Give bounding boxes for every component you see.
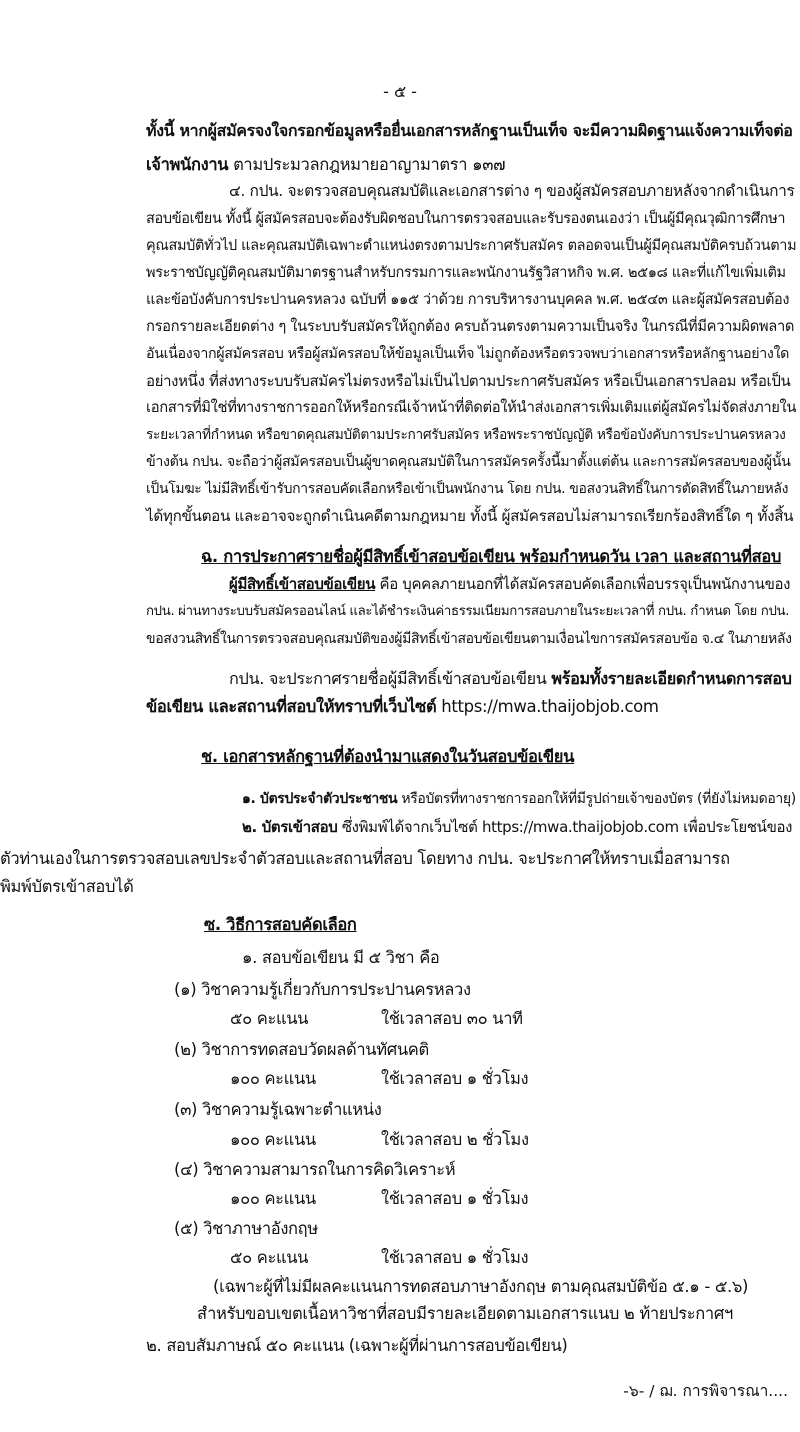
- subject-score: ๕๐ คะแนน: [230, 1009, 309, 1028]
- subject-time: ใช้เวลาสอบ ๓๐ นาที: [381, 1009, 523, 1028]
- section-f-line-2: กปน. ผ่านทางระบบรับสมัครออนไลน์ และได้ชำระเงินค่าธรรมเนียมการสอบภายในระยะเวลาที่ กปน. กำหนด โดย กปน.: [146, 604, 790, 619]
- para4-line: เป็นโมฆะ ไม่มีสิทธิ์เข้ารับการสอบคัดเลือกหรือเข้าเป็นพนักงาน โดย กปน. ขอสงวนสิทธิ์ในการตัดสิทธิ์ในภายหลัง: [146, 481, 789, 497]
- para4-line: สอบข้อเขียน ทั้งนี้ ผู้สมัครสอบจะต้องรับผิดชอบในการตรวจสอบและรับรองตนเองว่า เป็นผู้มีคุณวุฒิการศึกษา: [146, 211, 786, 227]
- subject-name: (๔) วิชาความสามารถในการคิดวิเคราะห์: [174, 1160, 456, 1179]
- para4-line: และข้อบังคับการประปานครหลวง ฉบับที่ ๑๑๕ ว่าด้วย การบริหารงานบุคคล พ.ศ. ๒๕๔๓ และผู้สมัครสอบต้อง: [146, 292, 790, 308]
- section-f-line-4: [229, 668, 792, 690]
- subject-name: (๕) วิชาภาษาอังกฤษ: [174, 1219, 318, 1238]
- para4-line: อย่างหนึ่ง ที่ส่งทางระบบรับสมัครไม่ตรงหรือไม่เป็นไปตามประกาศรับสมัคร หรือเป็นเอกสารปลอม หรือเป็น: [146, 372, 791, 390]
- section-ch-item-2-line-2: ตัวท่านเองในการตรวจสอบเลขประจำตัวสอบและสถานที่สอบ โดยทาง กปน. จะประกาศให้ทราบเมื่อสามารถ: [0, 849, 730, 868]
- page-number: - ๕ -: [383, 82, 417, 101]
- item-1-rest: หรือบัตรที่ทางราชการออกให้ที่มีรูปถ่ายเจ้าของบัตร (ที่ยังไม่หมดอายุ): [397, 791, 796, 807]
- subject-name: (๓) วิชาความรู้เฉพาะตำแหน่ง: [174, 1100, 382, 1119]
- intro-line-1: ทั้งนี้ หากผู้สมัครจงใจกรอกข้อมูลหรือยื่นเอกสารหลักฐานเป็นเท็จ จะมีความผิดฐานแจ้งความเท็จต่อ: [146, 121, 793, 140]
- section-f-url[interactable]: https://mwa.thaijobjob.com: [436, 697, 659, 716]
- section-f-line-5: [146, 696, 659, 718]
- scope-note: สำหรับขอบเขตเนื้อหาวิชาที่สอบมีรายละเอียดตามเอกสารแนบ ๒ ท้ายประกาศฯ: [197, 1304, 733, 1323]
- para4-line: ได้ทุกขั้นตอน และอาจจะถูกดำเนินคดีตามกฎหมาย ทั้งนี้ ผู้สมัครสอบไม่สามารถเรียกร้องสิทธิ์ใด ๆ ทั้งสิ้น: [146, 507, 794, 525]
- section-f-line-5a: ข้อเขียน และสถานที่สอบให้ทราบที่เว็บไซต์: [146, 697, 437, 716]
- item-2-label: ๒. บัตรเข้าสอบ: [242, 818, 338, 836]
- section-ch-item-2: [242, 816, 792, 838]
- intro-line-2-rest: ตามประมวลกฎหมายอาญามาตรา ๑๓๗: [228, 155, 506, 174]
- section-ch-heading: ช. เอกสารหลักฐานที่ต้องนำมาแสดงในวันสอบข้อเขียน: [201, 747, 575, 766]
- intro-line-2-bold: เจ้าพนักงาน: [146, 155, 229, 174]
- subject-score: ๕๐ คะแนน: [230, 1248, 309, 1267]
- written-exam-intro: ๑. สอบข้อเขียน มี ๕ วิชา คือ: [242, 948, 440, 967]
- para4-line: คุณสมบัติทั่วไป และคุณสมบัติเฉพาะตำแหน่งตรงตามประกาศรับสมัคร ตลอดจนเป็นผู้มีคุณสมบัติครบถ้วนตาม: [146, 238, 797, 254]
- subject-score: ๑๐๐ คะแนน: [230, 1130, 316, 1149]
- para4-line: อันเนื่องจากผู้สมัครสอบ หรือผู้สมัครสอบให้ข้อมูลเป็นเท็จ ไม่ถูกต้องหรือตรวจพบว่าเอกสารหรือหลักฐานอย่างใด: [146, 346, 789, 362]
- subject-time: ใช้เวลาสอบ ๑ ชั่วโมง: [381, 1189, 529, 1208]
- para4-line: ข้างต้น กปน. จะถือว่าผู้สมัครสอบเป็นผู้ขาดคุณสมบัติในการสมัครครั้งนี้มาตั้งแต่ต้น และการสมัครสอบของผู้นั้น: [146, 454, 791, 470]
- section-f-line-4b: พร้อมทั้งรายละเอียดกำหนดการสอบ: [551, 669, 792, 688]
- subject-time: ใช้เวลาสอบ ๑ ชั่วโมง: [381, 1248, 529, 1267]
- para4-line: ๔. กปน. จะตรวจสอบคุณสมบัติและเอกสารต่าง ๆ ของผู้สมัครสอบภายหลังจากดำเนินการ: [229, 182, 795, 200]
- subject-score: ๑๐๐ คะแนน: [230, 1069, 316, 1088]
- next-page-reference: -๖- / ฌ. การพิจารณา....: [623, 1382, 788, 1400]
- para4-line: พระราชบัญญัติคุณสมบัติมาตรฐานสำหรับกรรมการและพนักงานรัฐวิสาหกิจ พ.ศ. ๒๕๑๘ และที่แก้ไขเพิ่มเติม: [146, 265, 786, 281]
- section-f-line-1-rest: คือ บุคคลภายนอกที่ได้สมัครสอบคัดเลือกเพื่อบรรจุเป็นพนักงานของ: [375, 575, 791, 593]
- item-1-label: ๑. บัตรประจำตัวประชาชน: [242, 791, 398, 807]
- section-sh-heading: ซ. วิธีการสอบคัดเลือก: [204, 915, 357, 934]
- para4-line: เอกสารที่มิใช่ที่ทางราชการออกให้หรือกรณีเจ้าหน้าที่ติดต่อให้นำส่งเอกสารเพิ่มเติมแต่ผู้สมัครไม่จัดส่งภายใน: [146, 399, 797, 416]
- section-ch-item-1: [242, 788, 796, 810]
- section-f-line-1: [229, 573, 790, 595]
- english-note: (เฉพาะผู้ที่ไม่มีผลคะแนนการทดสอบภาษาอังกฤษ ตามคุณสมบัติข้อ ๕.๑ - ๕.๖): [213, 1277, 749, 1296]
- section-ch-item-2-line-3: พิมพ์บัตรเข้าสอบได้: [0, 877, 134, 896]
- eligible-term: ผู้มีสิทธิ์เข้าสอบข้อเขียน: [229, 575, 376, 593]
- para4-line: ระยะเวลาที่กำหนด หรือขาดคุณสมบัติตามประกาศรับสมัคร หรือพระราชบัญญัติ หรือข้อบังคับการประปานครหลวง: [146, 427, 786, 443]
- subject-score: ๑๐๐ คะแนน: [230, 1189, 316, 1208]
- para4-line: กรอกรายละเอียดต่าง ๆ ในระบบรับสมัครให้ถูกต้อง ครบถ้วนตรงตามความเป็นจริง ในกรณีที่มีความผิดพลาด: [146, 318, 795, 335]
- section-f-line-4a: กปน. จะประกาศรายชื่อผู้มีสิทธิ์เข้าสอบข้อเขียน: [229, 669, 552, 688]
- subject-time: ใช้เวลาสอบ ๒ ชั่วโมง: [381, 1130, 529, 1149]
- interview-item: ๒. สอบสัมภาษณ์ ๕๐ คะแนน (เฉพาะผู้ที่ผ่านการสอบข้อเขียน): [146, 1336, 568, 1355]
- subject-time: ใช้เวลาสอบ ๑ ชั่วโมง: [381, 1069, 529, 1088]
- subject-name: (๒) วิชาการทดสอบวัดผลด้านทัศนคติ: [174, 1040, 429, 1059]
- section-f-line-3: ขอสงวนสิทธิ์ในการตรวจสอบคุณสมบัติของผู้มีสิทธิ์เข้าสอบข้อเขียนตามเงื่อนไขการสมัครสอบข้อ จ.๔ ในภายหลัง: [146, 631, 792, 647]
- intro-line-2: [146, 154, 505, 176]
- section-f-heading: ฉ. การประกาศรายชื่อผู้มีสิทธิ์เข้าสอบข้อเขียน พร้อมกำหนดวัน เวลา และสถานที่สอบ: [201, 547, 782, 566]
- subject-name: (๑) วิชาความรู้เกี่ยวกับการประปานครหลวง: [174, 980, 471, 999]
- item-2-rest: ซึ่งพิมพ์ได้จากเว็บไซต์ https://mwa.thaijobjob.com เพื่อประโยชน์ของ: [337, 818, 793, 836]
